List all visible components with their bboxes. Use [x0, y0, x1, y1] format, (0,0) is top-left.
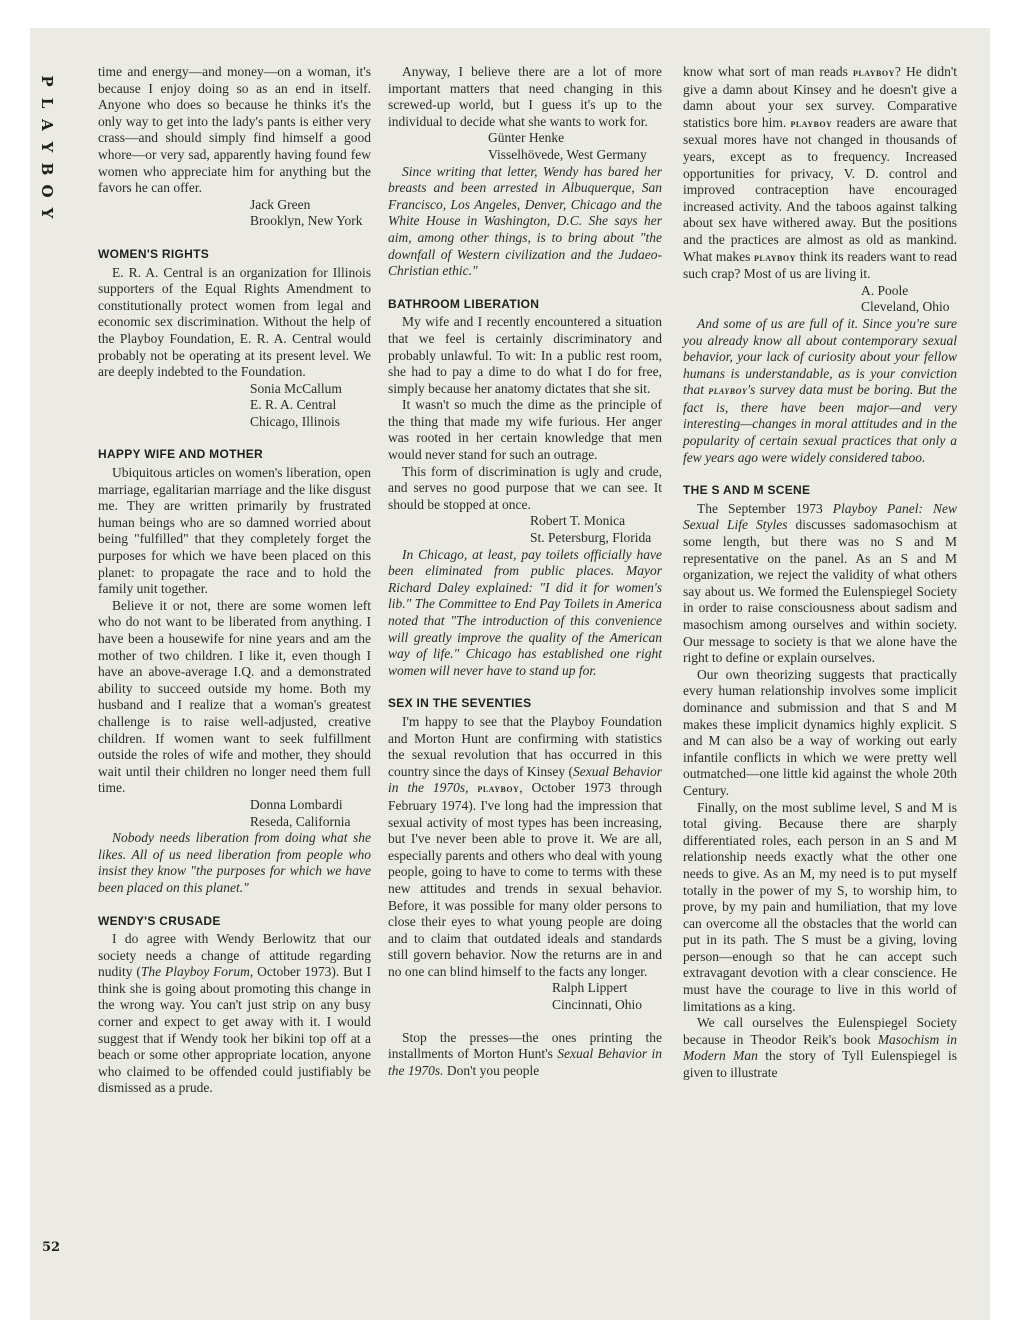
letter-signature-place: Chicago, Illinois: [250, 413, 340, 429]
column-3: [683, 64, 957, 1082]
editor-reply: Since writing that letter, Wendy has bared her breasts and been arrested in Albuquerque, San Francisco, Los Angeles, Denver, Chicago and the White House in Washington, D.C. She says her aim, among other things, is to bring about "the downfall of Western civilization and the Judaeo-Christian ethic.": [388, 163, 662, 279]
letter-body: Anyway, I believe there are a lot of more important matters that need changing in this screwed-up world, but I guess it's up to the individual to decide what she wants to work for.: [388, 64, 662, 129]
letter-signature-name: Sonia McCallum: [250, 380, 342, 396]
letter-body: It wasn't so much the dime as the principle of the thing that made my wife furious. Her anger was rooted in her certain knowledge that men would never stand for such an outrage.: [388, 397, 662, 463]
letter-body: E. R. A. Central is an organization for Illinois supporters of the Equal Rights Amendment to constitutionally protect women from legal and economic sex discrimination. Without the help of the Playboy Foundation, E. R. A. Central would probably not be operating at its present level. We are deeply indebted to the Foundation.: [98, 264, 371, 380]
running-head-letter: O: [38, 184, 56, 198]
letter-body: Ubiquitous articles on women's liberation, open marriage, egalitarian marriage and the like disgust me. They are written primarily by frustrated human beings who are so damned worried about being "fulfilled" that they completely forget the purposes for which we have been placed on this planet: to propagate the race and to hold the family unit together.: [98, 465, 371, 597]
section-heading-s-and-m-scene: THE S AND M SCENE: [683, 483, 811, 498]
letter-signature-name: Jack Green: [250, 196, 311, 212]
section-heading-womens-rights: WOMEN'S RIGHTS: [98, 246, 210, 261]
letter-body: Finally, on the most sublime level, S and M is total giving. Because there are sharply differentiated roles, each person in an S and M relationship needs exactly what the other one needs to give. As an M, my need is to put myself totally in the power of my S, to worship him, to prove, by my pain and humiliation, that my love can overcome all the obstacles that the world can put in its path. The S must be a giving, loving person—enough so that he can accept such extravagant devotion with a clear conscience. He must have the courage to live in this world of limitations as a king.: [683, 799, 957, 1014]
letter-body: time and energy—and money—on a woman, it's because I enjoy doing so as an end in itself. Anyone who does so because he thinks it's the only way to get into the lady's pants is either very crass—and should simply find himself a good whore—or very sad, apparently having found few women who appreciate him for anything but the favors he can offer.: [98, 64, 371, 196]
running-head-letter: A: [38, 119, 56, 131]
letter-body: Stop the presses—the ones printing the installments of Morton Hunt's Sexual Behavior in the 1970s. Don't you people: [388, 1029, 662, 1078]
page-number: 52: [42, 1240, 61, 1255]
running-head-vertical: [36, 70, 58, 224]
letter-signature-place: Visselhövede, West Germany: [488, 146, 647, 162]
section-heading-bathroom-liberation: BATHROOM LIBERATION: [388, 296, 540, 311]
editor-reply: In Chicago, at least, pay toilets officially have been eliminated from public places. Mayor Richard Daley explained: "I did it for women's lib." The Committee to End Pay Toilets in America noted that "The introduction of this convenience will greatly improve the quality of the American way of life." Chicago has established one right women will never have to stand up for.: [388, 546, 662, 678]
letter-body: I'm happy to see that the Playboy Foundation and Morton Hunt are confirming with statistics the sexual revolution that has occurred in this country since the days of Kinsey (Sexual Behavior in the 1970s, playboy, October 1973 through February 1974). I've long had the impression that sexual activity of most types has been increasing, but I've never been able to prove it. We are all, especially parents and others who deal with young people, going to have to come to terms with these new attitudes and trends in sexual behavior. Before, it was possible for many older persons to close their eyes to what young people are doing and to claim that outdated ideals and standards still govern behavior. Now the returns are in and no one can blind himself to the facts any longer.: [388, 713, 662, 979]
section-heading-sex-in-seventies: SEX IN THE SEVENTIES: [388, 696, 532, 711]
letter-body: Our own theorizing suggests that practically every human relationship involves some implicit dominance and submission and that S and M makes these implicit dynamics highly explicit. S and M can also be a way of working out early infantile conflicts in which we were pretty well outmatched—one little kid against the whole 20th Century.: [683, 666, 957, 798]
section-heading-happy-wife: HAPPY WIFE AND MOTHER: [98, 447, 263, 462]
running-head-letter: B: [38, 162, 56, 176]
column-1: [98, 64, 371, 1097]
letter-signature-place: Brooklyn, New York: [250, 213, 363, 229]
letter-signature-place: St. Petersburg, Florida: [530, 530, 652, 546]
running-head-letter: Y: [38, 207, 56, 219]
running-head-letter: P: [38, 75, 56, 87]
letter-signature-name: A. Poole: [861, 282, 909, 298]
letter-signature-place: Cincinnati, Ohio: [552, 997, 642, 1013]
letter-body: The September 1973 Playboy Panel: New Sexual Life Styles discusses sadomasochism at some length, but there was no S and M representative on the panel. As an S and M organization, we reject the validity of what others say about us. We formed the Eulenspiegel Society in order to raise consciousness about sadism and masochism among ourselves and within society. Our message to society is that we alone have the right to define or explain ourselves.: [683, 500, 957, 666]
letter-signature-name: Ralph Lippert: [552, 980, 628, 996]
editor-reply: Nobody needs liberation from doing what she likes. All of us need liberation from people who insist they know "the purposes for which we have been placed on this planet.": [98, 830, 371, 895]
letter-body: Believe it or not, there are some women left who do not want to be liberated from anything. I have been a housewife for nine years and am the mother of two children. I like it, even though I have an above-average I.Q. and a demonstrated ability to succeed outside my home. Both my husband and I realize that a woman's greatest challenge is to raise well-adjusted, creative children. If women want to seek fulfillment outside the roles of wife and mother, they should wait until their children no longer need them full time.: [98, 597, 371, 796]
running-head-letter: Y: [38, 141, 56, 153]
letter-signature-name: Günter Henke: [488, 130, 565, 146]
running-head-letter: L: [38, 97, 56, 109]
section-heading-wendys-crusade: WENDY'S CRUSADE: [98, 913, 221, 928]
letter-body: This form of discrimination is ugly and crude, and serves no good purpose that we can see. It should be stopped at once.: [388, 463, 662, 512]
letter-signature-place: Cleveland, Ohio: [861, 299, 950, 315]
letter-body: know what sort of man reads playboy? He didn't give a damn about Kinsey and he doesn't give a damn about your sex survey. Comparative statistics bore him. playboy readers are aware that sexual mores have not changed in thousands of years, except as to frequency. Increased opportunities for privacy, V. D. control and improved contraception have encouraged increased activity. And the taboos against talking about sex have withered away. But the positions and the practices are almost as old as mankind. What makes playboy think its readers want to read such crap? Most of us are living it.: [683, 64, 958, 282]
letter-signature-org: E. R. A. Central: [250, 397, 337, 413]
editor-reply: And some of us are full of it. Since you're sure you already know all about contemporary sexual behavior, your lack of curiosity about your fellow humans is understandable, as is your conviction that playboy's survey data must be boring. But the fact is, there have been major—and very interesting—changes in moral attitudes and in the popularity of certain sexual practices that only a few years ago were widely considered taboo.: [683, 315, 957, 465]
letter-signature-name: Donna Lombardi: [250, 796, 343, 812]
letter-body: My wife and I recently encountered a situation that we feel is certainly discriminatory and probably unlawful. To wit: In a public rest room, she had to pay a dime to do what I do for free, simply because her anatomy dictates that she sit.: [388, 314, 662, 396]
letter-body: We call ourselves the Eulenspiegel Society because in Theodor Reik's book Masochism in Modern Man the story of Tyll Eulenspiegel is given to illustrate: [683, 1015, 957, 1081]
letter-body: I do agree with Wendy Berlowitz that our society needs a change of attitude regarding nudity (The Playboy Forum, October 1973). But I think she is going about promoting this change in the wrong way. You can't just strip on any busy corner and expect to get away with it. I would suggest that if Wendy took her bikini top off at a beach or some other appropriate location, anyone who claimed to be offended could justifiably be dismissed as a prude.: [98, 931, 372, 1096]
letter-signature-name: Robert T. Monica: [530, 513, 626, 529]
column-2: [388, 64, 662, 1079]
letter-signature-place: Reseda, California: [250, 813, 351, 829]
